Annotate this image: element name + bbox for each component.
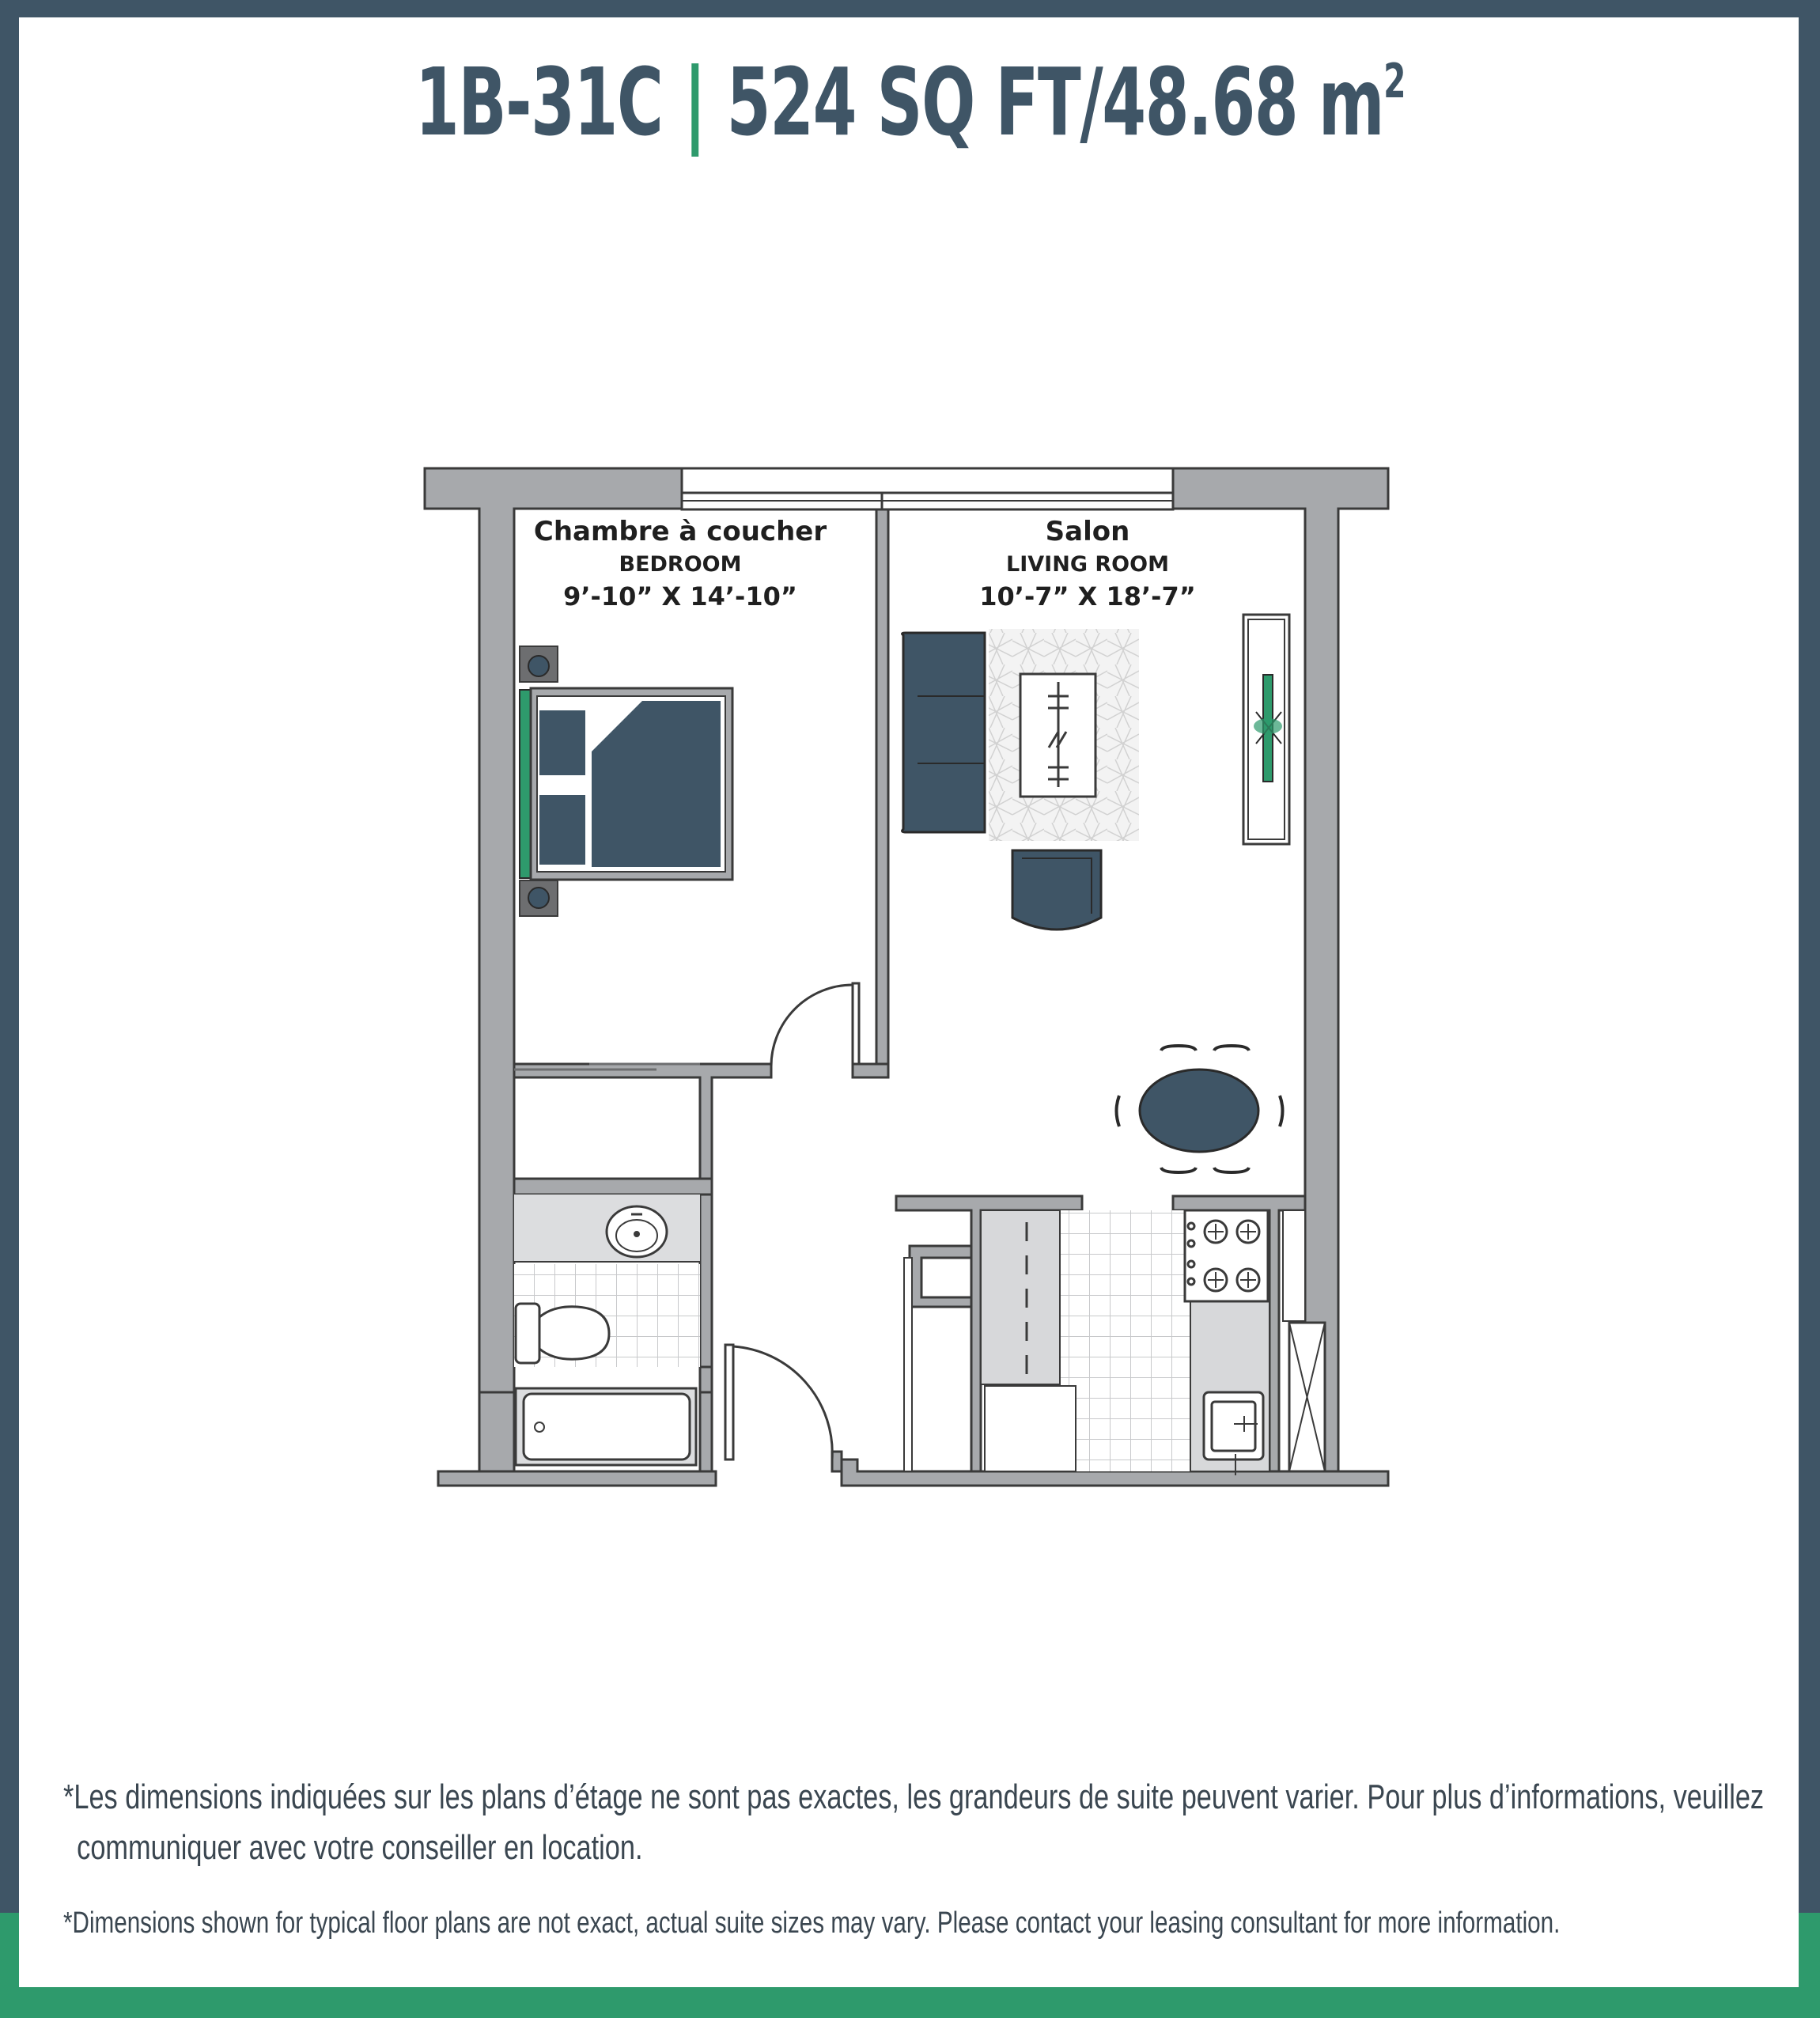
area-superscript: 2 (1383, 54, 1406, 109)
unit-area: 524 SQ FT/48.68 m (726, 47, 1384, 157)
bathroom-sink-icon (607, 1206, 667, 1257)
sofa-icon (902, 633, 985, 832)
bedroom-label-en: BEDROOM (619, 552, 742, 577)
bedroom-label (522, 516, 838, 611)
disclaimer-en: *Dimensions shown for typical floor plans are not exact, actual suite sizes may vary. Please contact your leasing consultant for more information. (63, 1906, 1561, 1940)
window (682, 468, 1173, 509)
living-room-dimensions: 10’-7” X 18’-7” (979, 581, 1196, 611)
tv-unit-icon (1243, 615, 1289, 844)
living-room-label (929, 516, 1246, 611)
bathtub-icon (516, 1388, 696, 1465)
bedroom-label-fr: Chambre à coucher (533, 516, 827, 547)
bedroom-door (771, 983, 859, 1066)
disclaimer-fr (63, 1772, 1764, 1873)
coffee-table-icon (1020, 674, 1095, 797)
disclaimer-fr-line1: *Les dimensions indiquées sur les plans d’étage ne sont pas exactes, les grandeurs de suite peuvent varier. Pour plus d’informations, veuillez (63, 1778, 1765, 1816)
title-separator: | (683, 47, 706, 157)
stove-icon (1185, 1210, 1268, 1301)
disclaimer-fr-line2: communiquer avec votre conseiller en location. (77, 1828, 643, 1867)
dining-table-icon (1117, 1046, 1283, 1172)
bed-icon (520, 646, 732, 916)
bedroom-dimensions: 9’-10” X 14’-10” (563, 581, 797, 611)
entry-door (725, 1345, 832, 1460)
toilet-icon (516, 1304, 609, 1363)
armchair-icon (1012, 850, 1101, 929)
living-room-label-fr: Salon (1045, 516, 1130, 547)
unit-code: 1B-31C (414, 47, 663, 157)
living-room-label-en: LIVING ROOM (1006, 552, 1169, 577)
